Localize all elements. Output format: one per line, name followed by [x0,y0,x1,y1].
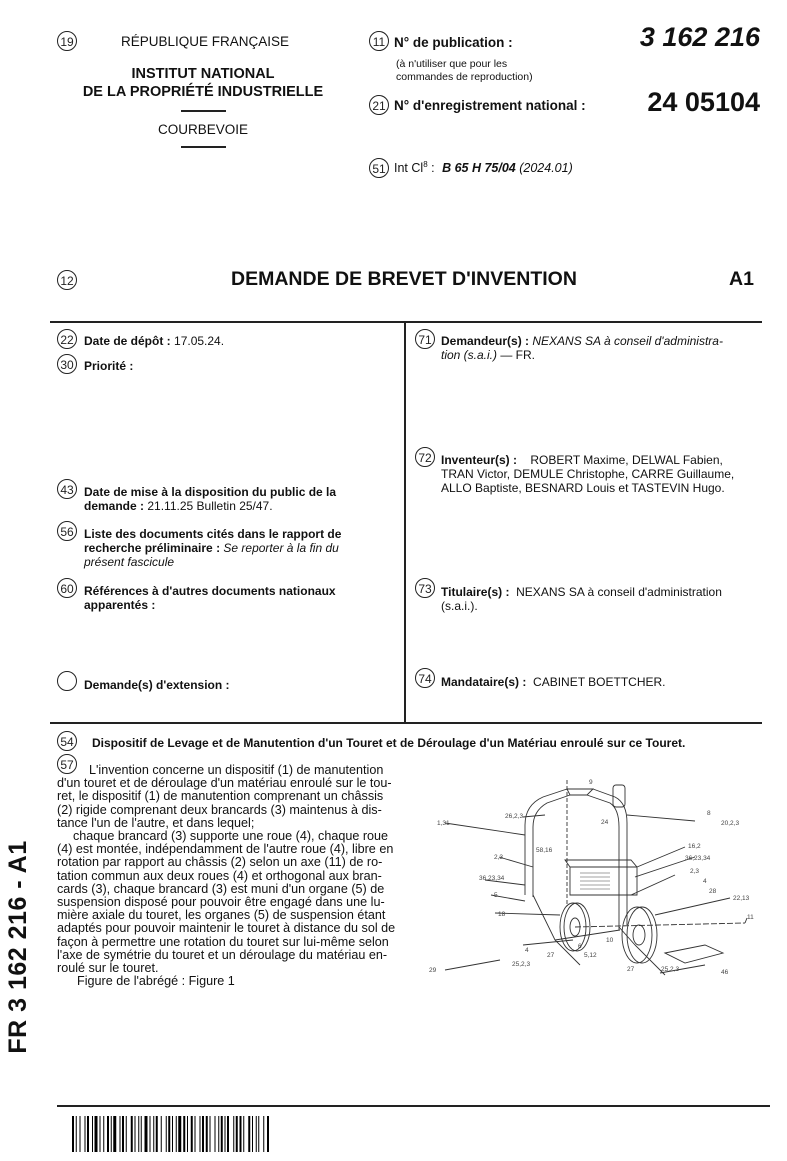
publication-note-line2: commandes de reproduction) [396,71,533,83]
search-report-value-line1: Se reporter à la fin du [223,541,339,555]
applicant-value-suffix: — FR. [497,348,536,362]
code-11-circle: 11 [369,31,389,51]
barcode-image [72,1116,368,1152]
registration-number: 24 05104 [647,87,760,117]
agent [441,675,771,689]
code-57-circle: 57 [57,754,77,774]
code-51-circle: 51 [369,158,389,178]
code-56-circle: 56 [57,521,77,541]
barcode-bar [178,1116,181,1152]
abstract-line: façon à permettre une rotation du touret sur lui-même selon [57,934,389,949]
inventors-line3: ALLO Baptiste, BESNARD Louis et TASTEVIN Hugo. [441,481,725,495]
barcode-bar [161,1116,162,1152]
int-cl-sep: : [427,161,439,176]
int-cl-label: Int Cl [394,161,424,176]
barcode-bar [107,1116,109,1152]
code-43-circle: 43 [57,479,77,499]
abstract-line: rotation par rapport au châssis (2) selon un axe (11) de ro- [57,855,383,870]
barcode-bar [141,1116,142,1152]
publication-date-value: 21.11.25 Bulletin 25/47. [147,499,273,513]
publication-number: 3 162 216 [639,22,760,52]
abstract-line: L'invention concerne un dispositif (1) de manutention [89,763,384,777]
figure-label: 16,2 [688,843,701,850]
related-docs [84,584,384,612]
inventors-line1: ROBERT Maxime, DELWAL Fabien, [530,453,723,467]
figure-label: 25,2,3 [661,966,680,973]
search-report-value-line2: présent fascicule [84,555,175,569]
code-71-circle: 71 [415,329,435,349]
barcode-bar [191,1116,193,1152]
figure-1 [405,775,775,985]
related-docs-label-line2: apparentés : [84,598,156,612]
registration-label: N° d'enregistrement national : [394,98,586,113]
holder-value-line2: (s.a.i.). [441,599,478,613]
city-name: COURBEVOIE [157,122,249,137]
header-divider-2 [181,146,226,148]
figure-label: 20,2,3 [721,820,740,827]
barcode-bar [156,1116,158,1152]
barcode-bar [221,1116,223,1152]
figure-label: 8 [707,810,711,817]
agent-label: Mandataire(s) : [441,675,527,689]
document-kind: A1 [729,268,754,290]
figure-label: 46 [721,969,729,976]
figure-label: 11 [747,914,754,921]
holder [441,585,771,613]
figure-label: 36,23,34 [685,855,711,862]
filing-date-value: 17.05.24. [174,334,225,348]
barcode-bar [111,1116,112,1152]
footer-rule [57,1105,770,1107]
barcode-bar [195,1116,196,1152]
barcode-bar [126,1116,127,1152]
publication-date-label-line1: Date de mise à la disposition du public de la [84,485,337,499]
figure-label: 2,3 [690,868,700,875]
barcode-bar [150,1116,151,1152]
code-22-circle: 22 [57,329,77,349]
barcode-bar [240,1116,242,1152]
barcode-bar [135,1116,136,1152]
barcode-bar [236,1116,238,1152]
filing-date [84,334,224,348]
column-divider [404,322,406,722]
code-21-circle: 21 [369,95,389,115]
abstract-text [57,764,405,988]
abstract-line: chaque brancard (3) supporte une roue (4), chaque roue [73,829,389,844]
figure-label: 18 [498,911,506,918]
figure-label: 28 [709,888,717,895]
int-cl-value: B 65 H 75/04 [442,161,516,176]
inventors-label: Inventeur(s) : [441,453,518,467]
barcode-bar [95,1116,98,1152]
barcode-bar [103,1116,104,1152]
barcode-bar [176,1116,177,1152]
figure-label: 5,12 [584,952,597,959]
publication-label: N° de publication : [394,35,513,50]
filing-date-label: Date de dépôt : [84,334,171,348]
barcode-bar [202,1116,204,1152]
applicant-label: Demandeur(s) : [441,334,530,348]
barcode-bar [113,1116,116,1152]
figure-label: 9 [589,779,593,786]
abstract-line: tation commun aux deux roues (4) et orthogonal aux bran- [57,868,382,883]
applicant [441,334,761,362]
figure-caption: Figure de l'abrégé : Figure 1 [77,974,235,989]
code-60-circle: 60 [57,578,77,598]
barcode-bar [258,1116,259,1152]
barcode-bar [187,1116,188,1152]
extension-label: Demande(s) d'extension : [84,678,230,692]
barcode-bar [227,1116,229,1152]
barcode-bar [85,1116,86,1152]
barcode-bar [215,1116,216,1152]
barcode-bar [87,1116,89,1152]
figure-label: 1,31 [437,820,450,827]
search-report-label-line2: recherche préliminaire : [84,541,221,555]
header-divider-1 [181,110,226,112]
int-cl-sup: 8 [423,160,428,169]
top-rule [50,321,762,323]
barcode-bar [138,1116,139,1152]
barcode-bar [210,1116,211,1152]
barcode-bar [252,1116,253,1152]
barcode-bar [120,1116,121,1152]
barcode-bar [243,1116,244,1152]
search-report-label-line1: Liste des documents cités dans le rapport de [84,527,342,541]
barcode-bar [153,1116,154,1152]
figure-label: 27 [627,966,635,973]
holder-label: Titulaire(s) : [441,585,510,599]
publication-note-line1: (à n'utiliser que pour les [396,58,508,70]
agent-value: CABINET BOETTCHER. [533,675,666,689]
barcode-bar [183,1116,185,1152]
document-title: DEMANDE DE BREVET D'INVENTION [231,268,577,290]
abstract-line: (4) est montée, indépendamment de l'autre roue (4), libre en [57,842,394,857]
invention-title: Dispositif de Levage et de Manutention d'un Touret et de Déroulage d'un Matériau enroulé sur ce Touret. [92,736,686,750]
code-72-circle: 72 [415,447,435,467]
barcode-bar [168,1116,170,1152]
barcode-bar [92,1116,93,1152]
applicant-value-line2: tion (s.a.i.) [441,348,498,362]
publication-date [84,485,384,513]
int-cl [394,160,573,175]
abstract-line: (2) rigide comprenant deux brancards (3) maintenus à dis- [57,802,382,817]
applicant-value-line1: NEXANS SA à conseil d'administra- [532,334,723,348]
figure-label: 58,16 [536,847,553,854]
code-74-circle: 74 [415,668,435,688]
barcode-bar [172,1116,173,1152]
abstract-line: cards (3), chaque brancard (3) est muni d'un organe (5) de [57,881,385,896]
code-73-circle: 73 [415,578,435,598]
abstract-line: l'axe de symétrie du touret et un déroulage du matériau en- [57,947,388,962]
country-name: RÉPUBLIQUE FRANÇAISE [120,34,290,49]
institute-name-line1: INSTITUT NATIONAL [131,66,275,82]
code-30-circle: 30 [57,354,77,374]
figure-label: 4 [525,947,529,954]
side-publication-text: FR 3 162 216 - A1 [4,840,32,1054]
figure-label: 29 [429,967,437,974]
inventors-line2: TRAN Victor, DEMULE Christophe, CARRE Guillaume, [441,467,735,481]
figure-label: 27 [547,952,555,959]
barcode-bar [100,1116,101,1152]
barcode [72,1116,368,1152]
figure-label: 10 [606,937,614,944]
abstract-line: ret, le dispositif (1) de manutention comprenant un châssis [57,789,384,804]
priority-label: Priorité : [84,359,134,373]
barcode-bar [80,1116,81,1152]
abstract-line: adaptés pour pouvoir maintenir le touret à distance du sol de [57,921,396,936]
abstract-line: d'un touret et de déroulage d'un matériau enroulé sur le tou- [57,776,392,791]
figure-label: 5 [494,892,498,899]
barcode-bar [131,1116,133,1152]
related-docs-label-line1: Références à d'autres documents nationaux [84,584,336,598]
barcode-bar [145,1116,148,1152]
figure-label: 25,2,3 [512,961,531,968]
code-19-circle: 19 [57,31,77,51]
figure-label: 22,13 [733,895,750,902]
code-extension-circle [57,671,77,691]
barcode-bar [248,1116,250,1152]
barcode-bar [76,1116,77,1152]
figure-label: 6 [578,943,582,950]
barcode-bar [225,1116,226,1152]
code-12-circle: 12 [57,270,77,290]
code-54-circle: 54 [57,731,77,751]
holder-value-line1: NEXANS SA à conseil d'administration [516,585,722,599]
bottom-rule [50,722,762,724]
figure-label: 4 [703,878,707,885]
figure-label: 2,3 [494,854,504,861]
barcode-bar [206,1116,208,1152]
inventors [441,453,771,495]
abstract-line: roulé sur le touret. [57,961,159,976]
barcode-bar [256,1116,257,1152]
abstract-line: tance l'un de l'autre, et dans lequel; [57,815,255,830]
figure-label: 36,23,34 [479,875,505,882]
figure-label: 26,2,3 [505,813,524,820]
publication-date-label-line2: demande : [84,499,145,513]
search-report [84,527,384,569]
abstract-line: suspension disposé pour pouvoir être engagé dans une lu- [57,895,385,910]
int-cl-version: (2024.01) [519,161,573,176]
figure-label: 24 [601,819,609,826]
barcode-bar [218,1116,219,1152]
barcode-bar [72,1116,74,1152]
barcode-bar [200,1116,201,1152]
institute-name-line2: DE LA PROPRIÉTÉ INDUSTRIELLE [82,84,324,100]
barcode-bar [267,1116,269,1152]
barcode-bar [166,1116,167,1152]
barcode-bar [263,1116,264,1152]
abstract-line: mière axiale du touret, les organes (5) de suspension étant [57,908,386,923]
barcode-bar [122,1116,124,1152]
barcode-bar [233,1116,234,1152]
